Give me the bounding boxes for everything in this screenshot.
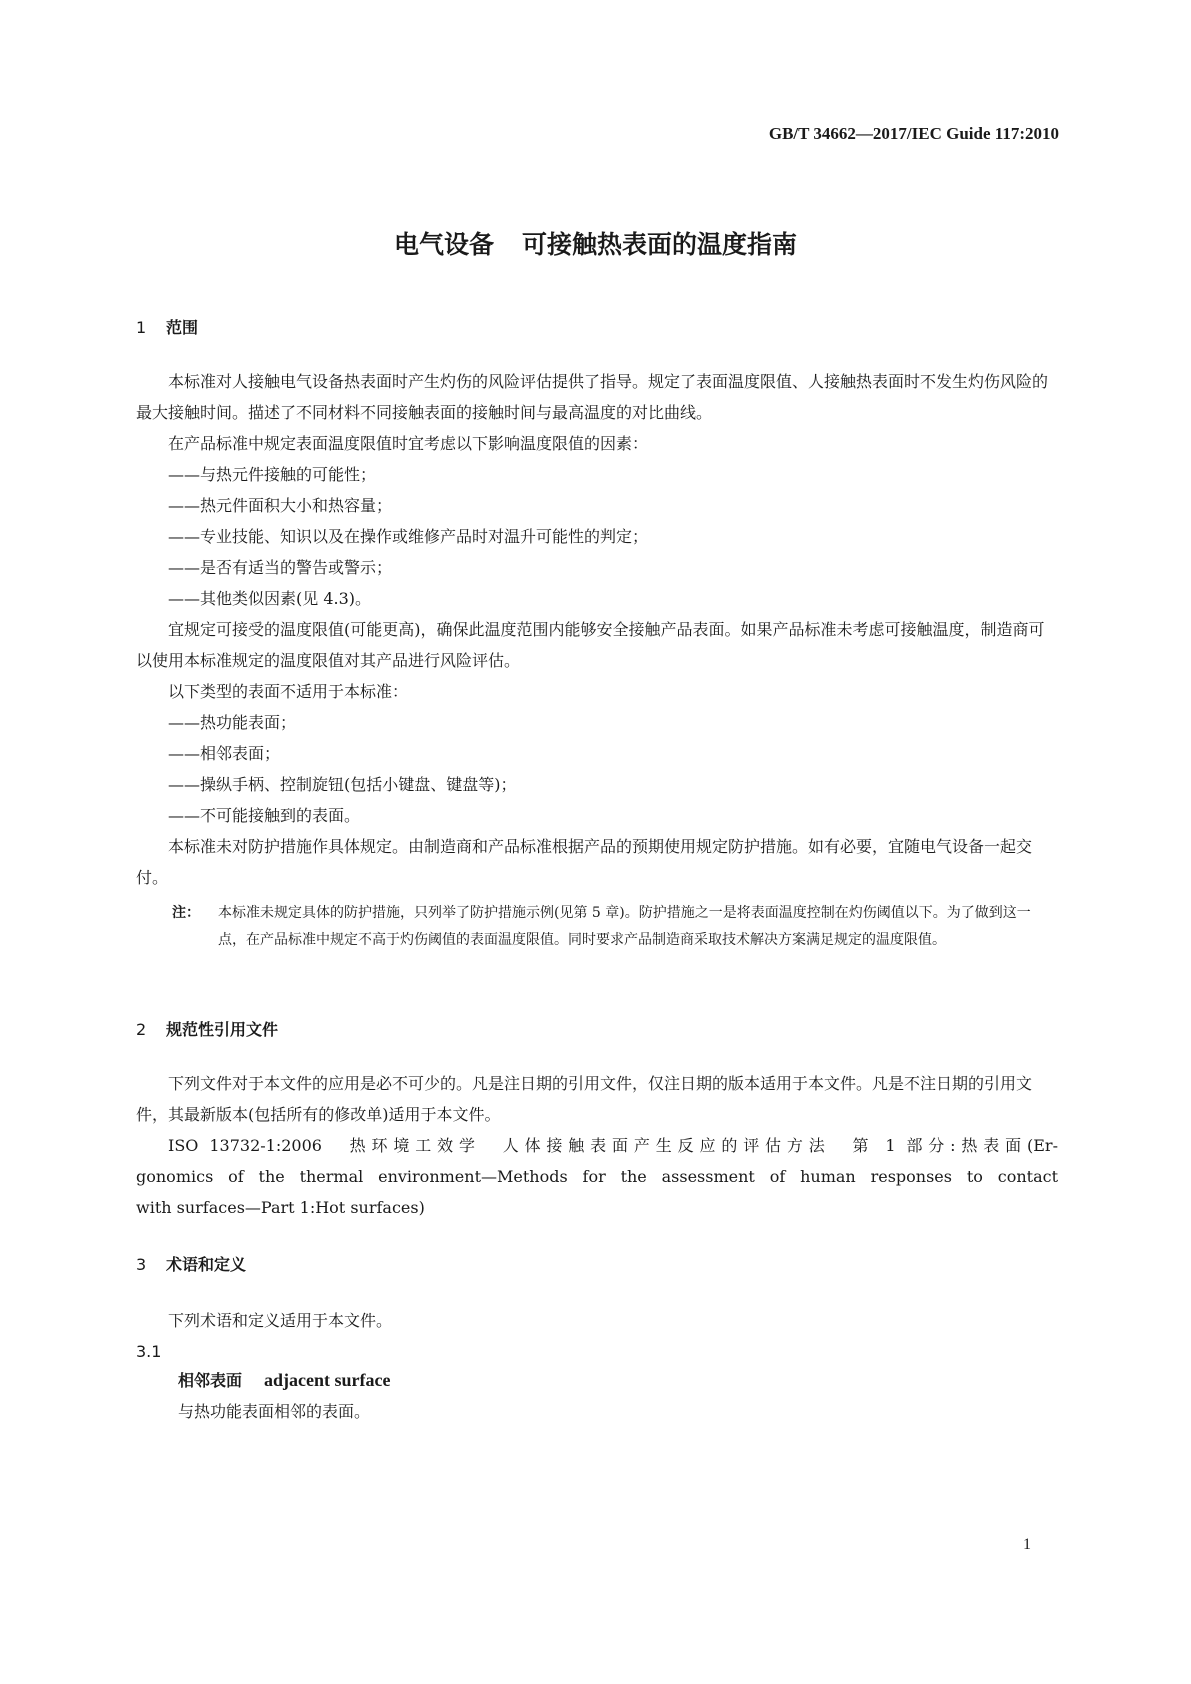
paragraph: 下列文件对于本文件的应用是必不可少的。凡是注日期的引用文件，仅注日期的版本适用于本文件。凡是不注日期的引用文件，其最新版本(包括所有的修改单)适用于本文件。 <box>136 1074 1033 1124</box>
term-number: 3.1 <box>136 1342 162 1361</box>
section-heading-2 <box>136 1017 278 1040</box>
paragraph: 下列术语和定义适用于本文件。 <box>168 1311 393 1330</box>
note-text: 本标准未规定具体的防护措施，只列举了防护措施示例(见第 5 章)。防护措施之一是将表面温度控制在灼伤阈值以下。为了做到这一点，在产品标准中规定不高于灼伤阈值的表面温度限值。同时要求产品制造商采取技术解决方案满足规定的温度限值。 <box>218 905 1031 948</box>
section-heading-1 <box>136 315 198 338</box>
reference-line-2: gonomics of the thermal environment—Methods for the assessment of human responses to contact <box>136 1167 1058 1186</box>
paragraph: 以下类型的表面不适用于本标准： <box>168 682 409 701</box>
standard-code-header: GB/T 34662—2017/IEC Guide 117:2010 <box>768 124 1059 143</box>
normative-body <box>136 1068 1058 1223</box>
terms-body <box>136 1305 1058 1336</box>
term-chinese: 相邻表面 <box>178 1371 243 1390</box>
page-title <box>0 225 1191 261</box>
term-english: adjacent surface <box>264 1370 391 1390</box>
list-item: ——其他类似因素(见 4.3)。 <box>168 589 372 608</box>
list-item: ——与热元件接触的可能性； <box>168 465 377 484</box>
section-title: 规范性引用文件 <box>166 1020 279 1039</box>
list-item: ——相邻表面； <box>168 744 281 763</box>
note-block <box>136 900 1058 954</box>
section-number: 2 <box>136 1020 147 1039</box>
list-item: ——专业技能、知识以及在操作或维修产品时对温升可能性的判定； <box>168 527 649 546</box>
term-definition: 与热功能表面相邻的表面。 <box>178 1402 371 1421</box>
section-number: 1 <box>136 318 147 337</box>
paragraph: 本标准对人接触电气设备热表面时产生灼伤的风险评估提供了指导。规定了表面温度限值、人接触热表面时不发生灼伤风险的最大接触时间。描述了不同材料不同接触表面的接触时间与最高温度的对比曲线。 <box>136 372 1049 422</box>
list-item: ——热元件面积大小和热容量； <box>168 496 393 515</box>
list-item: ——操纵手柄、控制旋钮(包括小键盘、键盘等)； <box>168 775 517 794</box>
paragraph: 宜规定可接受的温度限值(可能更高)，确保此温度范围内能够安全接触产品表面。如果产品标准未考虑可接触温度，制造商可以使用本标准规定的温度限值对其产品进行风险评估。 <box>136 620 1045 670</box>
section-heading-3 <box>136 1252 246 1275</box>
section-title: 术语和定义 <box>166 1255 247 1274</box>
note-label: 注： <box>172 905 200 921</box>
section-number: 3 <box>136 1255 147 1274</box>
reference-line-1: ISO 13732-1:2006 热环境工效学 人体接触表面产生反应的评估方法 第 1 部分:热表面(Er- <box>168 1136 1058 1155</box>
reference-line-3: with surfaces—Part 1:Hot surfaces) <box>136 1198 425 1217</box>
list-item: ——不可能接触到的表面。 <box>168 806 361 825</box>
section-title: 范围 <box>166 318 199 337</box>
title-part-2: 可接触热表面的温度指南 <box>522 230 798 259</box>
paragraph: 在产品标准中规定表面温度限值时宜考虑以下影响温度限值的因素： <box>168 434 649 453</box>
paragraph: 本标准未对防护措施作具体规定。由制造商和产品标准根据产品的预期使用规定防护措施。如有必要，宜随电气设备一起交付。 <box>136 837 1033 887</box>
scope-body <box>136 366 1058 893</box>
title-part-1: 电气设备 <box>393 230 494 259</box>
list-item: ——热功能表面； <box>168 713 297 732</box>
list-item: ——是否有适当的警告或警示； <box>168 558 393 577</box>
page-number: 1 <box>1023 1536 1031 1553</box>
term-heading <box>178 1368 390 1391</box>
